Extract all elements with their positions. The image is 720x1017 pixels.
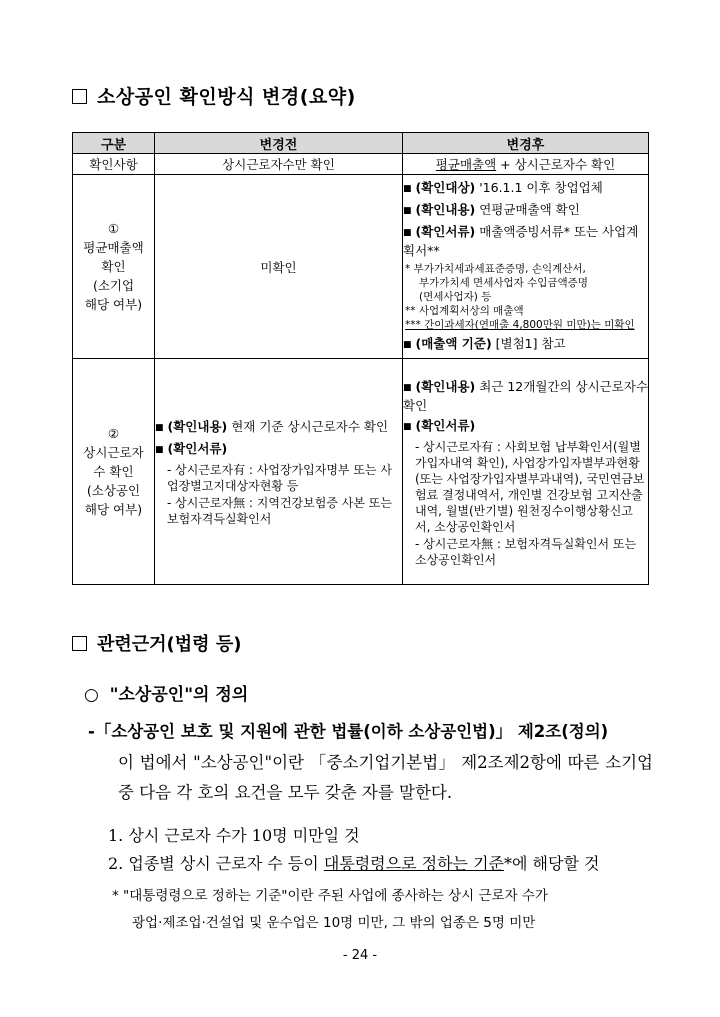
footnote-line: ** 사업계획서상의 매출액 — [405, 305, 524, 317]
list-item: 1. 상시 근로자 수가 10명 미만일 것 — [108, 826, 360, 845]
bullet-item: ■ (확인서류) — [155, 441, 228, 456]
sub-item: - 상시근로자有 : 사업장가입자명부 또는 사업장별고지대상자현황 등 — [167, 463, 392, 493]
square-bullet-icon: ■ — [403, 206, 412, 216]
square-bullet-icon: ■ — [403, 421, 412, 432]
section-title-1: 소상공인 확인방식 변경(요약) — [72, 82, 356, 109]
table-row — [73, 359, 649, 585]
footnote-line: 부가가치세 면세사업자 수입금액증명 — [419, 277, 588, 289]
bullet-item: ■ (확인내용) 최근 12개월간의 상시근로자수 확인 — [403, 378, 648, 413]
checkbox-square-icon — [72, 636, 87, 651]
after-cell — [403, 175, 649, 359]
header-category: 구분 — [73, 133, 155, 154]
checkbox-square-icon — [72, 89, 87, 104]
after-cell: 평균매출액 + 상시근로자수 확인 — [403, 154, 649, 175]
bullet-item: ■ (매출액 기준) [별첨1] 참고 — [403, 336, 566, 351]
bullet-item: ■ (확인서류) 매출액증빙서류* 또는 사업계획서** — [403, 224, 639, 258]
sub-item: - 상시근로자有 : 사회보험 납부확인서(월별가입자내역 확인), 사업장가입자별부과현황(또는 사업장가입자별부과내역), 국민연금보험료 결정내역서, 개인별 건강보험 고지산출내역, 월별(반기별) 원천징수이행상황신고서, 소상공인확인서 — [415, 439, 645, 534]
before-cell: 미확인 — [155, 175, 403, 359]
square-bullet-icon: ■ — [403, 228, 412, 238]
comparison-table — [72, 132, 649, 585]
header-after: 변경후 — [403, 133, 649, 154]
sub-item: - 상시근로자無 : 보험자격득실확인서 또는 소상공인확인서 — [415, 536, 637, 567]
table-row — [73, 175, 649, 359]
list-item: 2. 업종별 상시 근로자 수 등이 대통령령으로 정하는 기준*에 해당할 것 — [108, 854, 600, 873]
before-cell — [155, 359, 403, 585]
law-body: 이 법에서 "소상공인"이란 「중소기업기본법」 제2조제2항에 따른 소기업 중 다음 각 호의 요건을 모두 갖춘 자를 말한다. — [118, 753, 653, 802]
definition-heading: ○ "소상공인"의 정의 — [84, 685, 249, 705]
square-bullet-icon: ■ — [155, 445, 164, 455]
sub-item: - 상시근로자無 : 지역건강보험증 사본 또는 보험자격득실확인서 — [167, 496, 392, 526]
square-bullet-icon: ■ — [403, 184, 412, 194]
footnote: * "대통령령으로 정하는 기준"이란 주된 사업에 종사하는 상시 근로자 수가 광업·제조업·건설업 및 운수업은 10명 미만, 그 밖의 업종은 5명 미만 — [112, 888, 548, 931]
header-before: 변경전 — [155, 133, 403, 154]
footnote-line: *** 간이과세자(연매출 4,800만원 미만)는 미확인 — [405, 319, 635, 331]
bullet-item: ■ (확인내용) 현재 기준 상시근로자수 확인 — [155, 419, 389, 434]
bullet-item: ■ (확인대상) '16.1.1 이후 창업업체 — [403, 180, 603, 195]
square-bullet-icon: ■ — [403, 382, 412, 393]
before-cell: 상시근로자수만 확인 — [155, 154, 403, 175]
footnote-line: (면세사업자) 등 — [419, 291, 492, 303]
law-title: -「소상공인 보호 및 지원에 관한 법률(이하 소상공인법)」 제2조(정의) — [88, 722, 609, 741]
page-number: - 24 - — [342, 948, 378, 963]
table-row — [73, 154, 649, 175]
row-label: 확인사항 — [73, 154, 155, 175]
section-title-2: 관련근거(법령 등) — [72, 630, 241, 656]
after-cell — [403, 359, 649, 585]
bullet-item: ■ (확인내용) 연평균매출액 확인 — [403, 202, 580, 217]
circle-bullet-icon: ○ — [84, 685, 99, 705]
square-bullet-icon: ■ — [155, 423, 164, 433]
row-label: ① 평균매출액 확인 (소기업 해당 여부) — [73, 175, 155, 359]
bullet-item: ■ (확인서류) — [403, 417, 476, 433]
footnote-line: * 부가가치세과세표준증명, 손익계산서, — [405, 263, 586, 275]
table-header-row — [73, 133, 649, 154]
square-bullet-icon: ■ — [403, 340, 412, 350]
row-label: ② 상시근로자 수 확인 (소상공인 해당 여부) — [73, 359, 155, 585]
